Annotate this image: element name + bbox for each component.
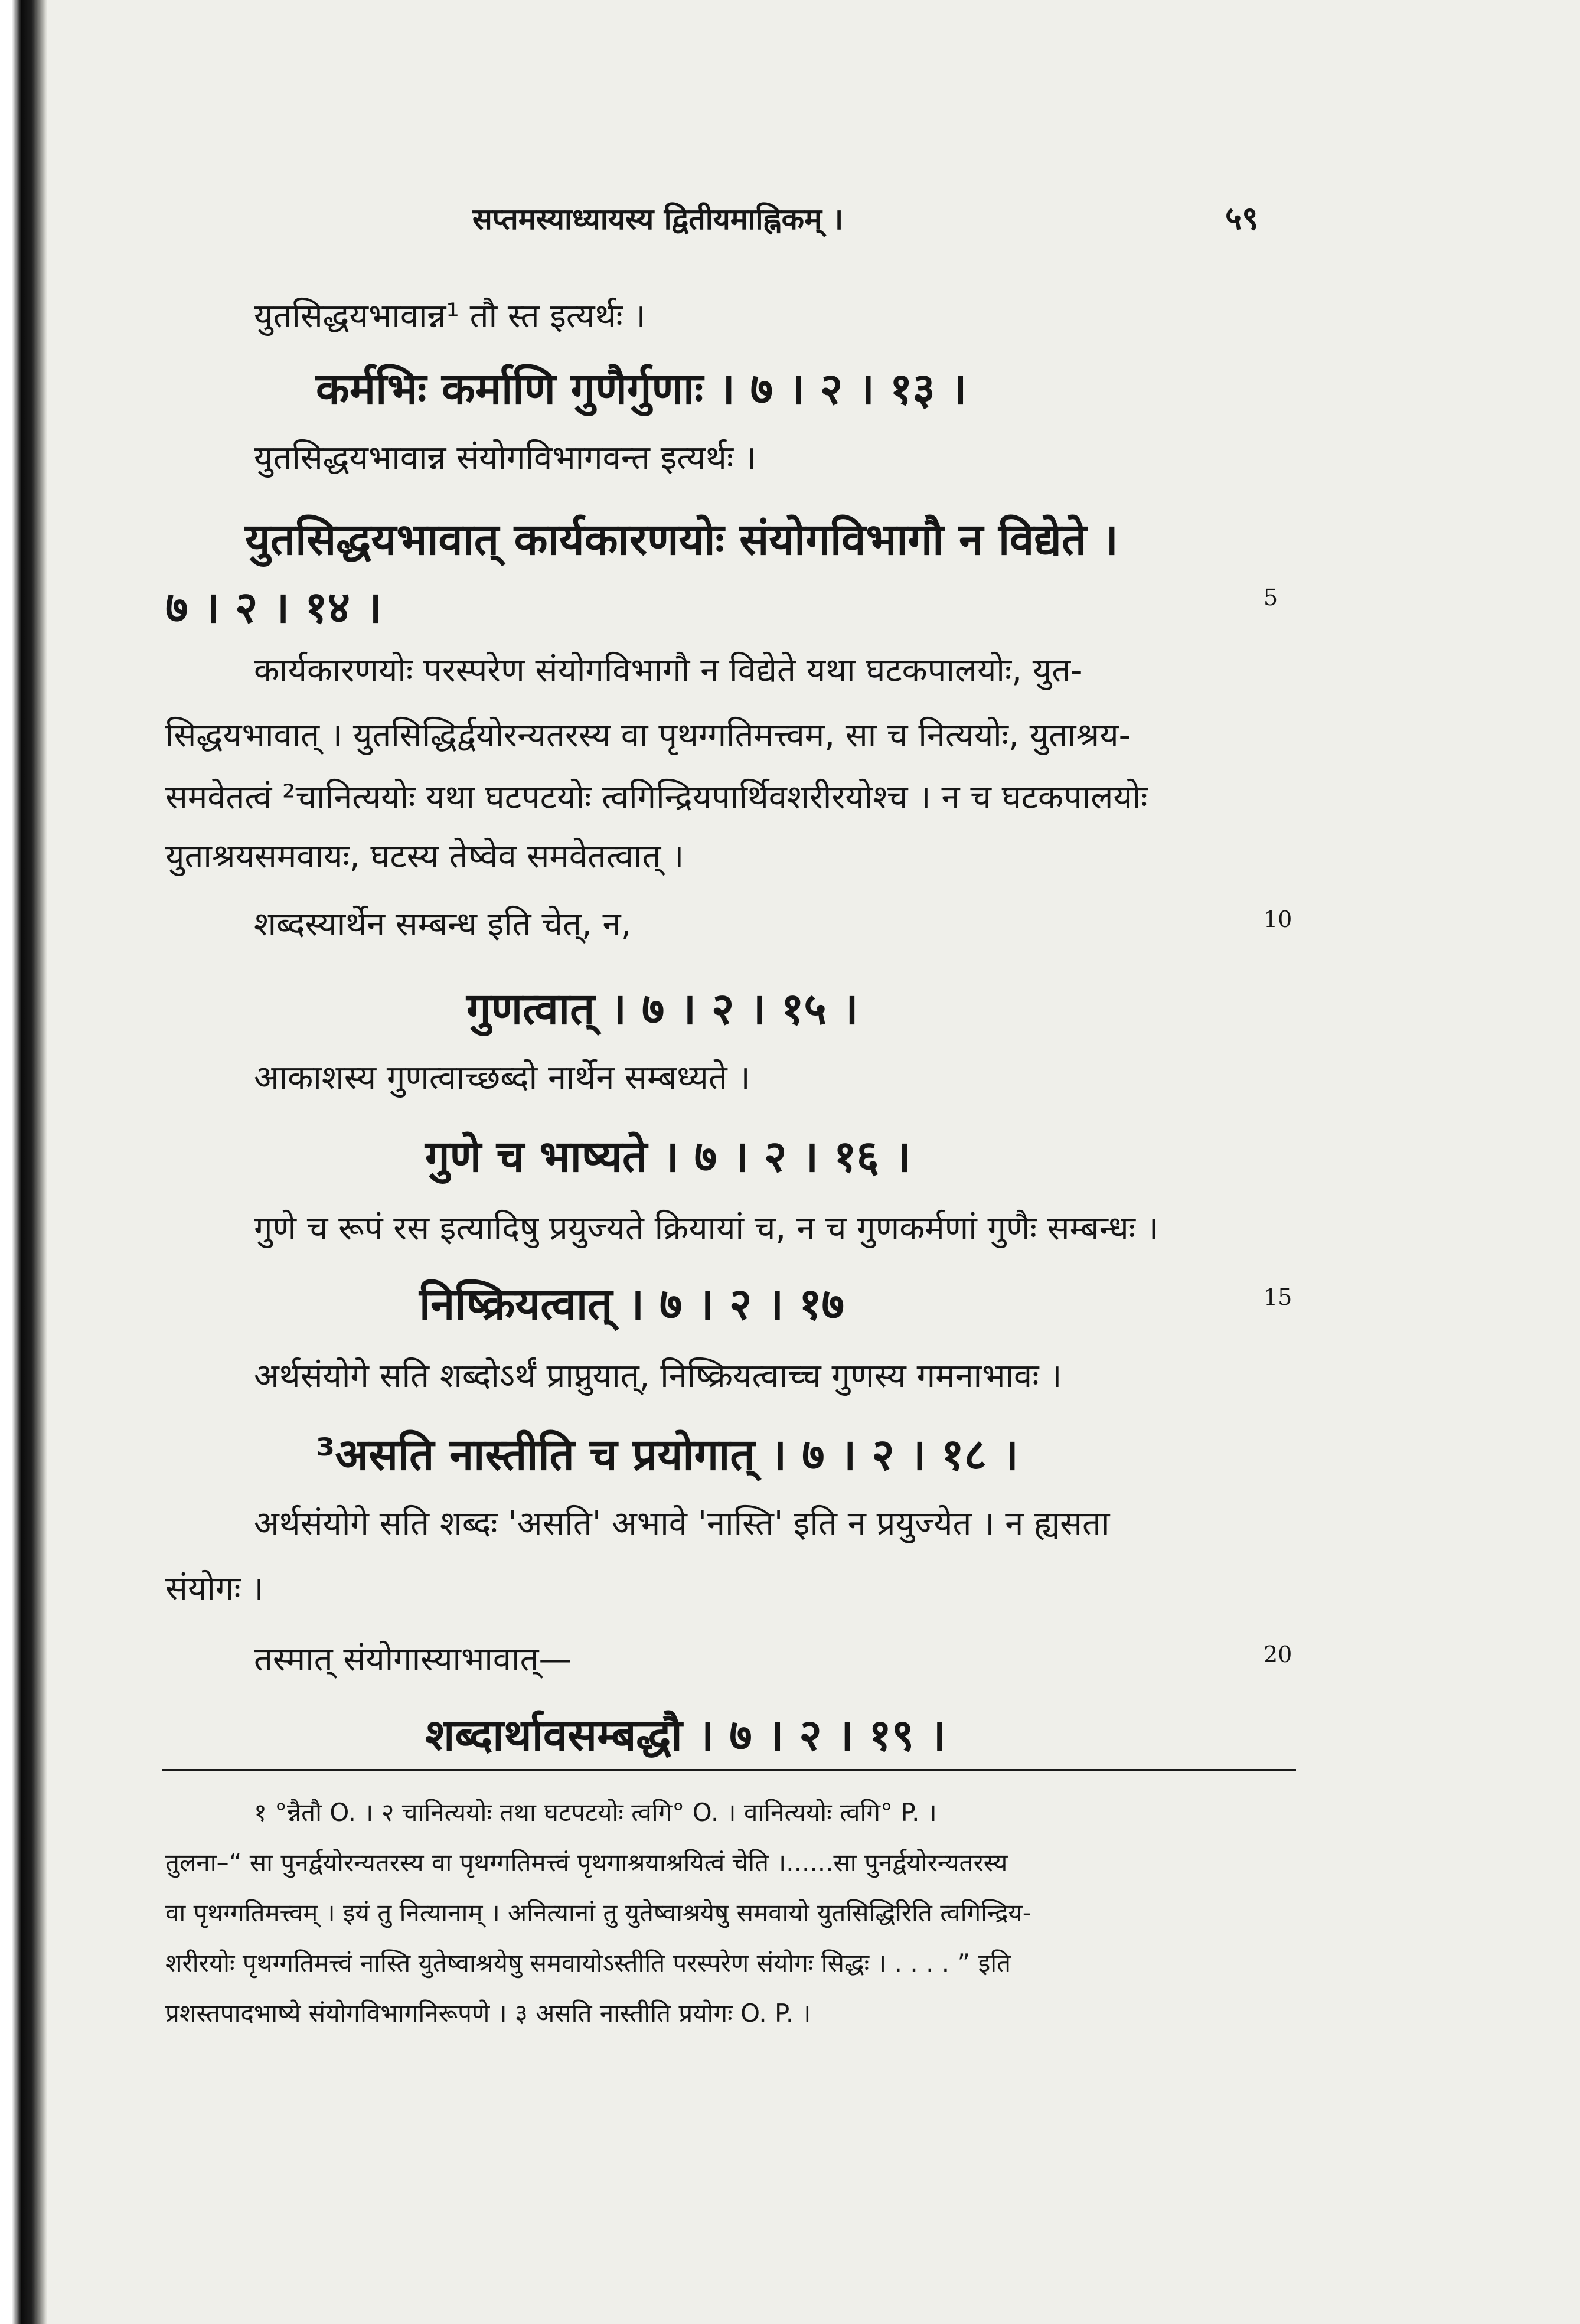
sutra-7-2-13: कर्मभिः कर्माणि गुणैर्गुणाः । ७ । २ । १३ । <box>316 364 967 414</box>
line-number: 10 <box>1264 906 1292 932</box>
sutra-7-2-18: ³असति नास्तीति च प्रयोगात् । ७ । २ । १८ । <box>316 1429 1018 1480</box>
sutra-7-2-14: युतसिद्धयभावात् कार्यकारणयोः संयोगविभागौ न विद्येते । <box>245 514 1118 565</box>
page-number: ५९ <box>1225 200 1259 237</box>
commentary-line: युताश्रयसमवायः, घटस्य तेष्वेव समवेतत्वात् । <box>165 837 684 876</box>
footnote-divider <box>162 1769 1296 1771</box>
commentary-line: सिद्धयभावात् । युतसिद्धिर्द्वयोरन्यतरस्य वा पृथग्गतिमत्त्वम, सा च नित्ययोः, युताश्रय- <box>165 716 1131 755</box>
commentary-line: कार्यकारणयोः परस्परेण संयोगविभागौ न विद्येते यथा घटकपालयोः, युत- <box>254 651 1083 690</box>
book-binding-edge <box>0 0 47 2324</box>
sutra-7-2-16: गुणे च भाष्यते । ७ । २ । १६ । <box>425 1131 911 1182</box>
sutra-7-2-15: गुणत्वात् । ७ । २ । १५ । <box>466 984 858 1034</box>
line-number: 15 <box>1264 1284 1292 1310</box>
commentary-line: संयोगः । <box>165 1569 264 1608</box>
running-header: सप्तमस्याध्यायस्य द्वितीयमाह्निकम् । <box>472 202 844 236</box>
footnote-line: तुलना–“ सा पुनर्द्वयोरन्यतरस्य वा पृथग्गतिमत्त्वं पृथगाश्रयाश्रयित्वं चेति ।......सा पुनर्द्वयोरन्यतरस्य <box>165 1848 1008 1877</box>
footnote-line: वा पृथग्गतिमत्त्वम् । इयं तु नित्यानाम् । अनित्यानां तु युतेष्वाश्रयेषु समवायो युतसिद्धिरिति त्वगिन्द्रिय- <box>165 1898 1031 1927</box>
footnote-line: प्रशस्तपादभाष्ये संयोगविभागनिरूपणे । ३ असति नास्तीति प्रयोगः O. P. । <box>165 1999 811 2028</box>
line-number: 5 <box>1264 585 1278 611</box>
commentary-line: गुणे च रूपं रस इत्यादिषु प्रयुज्यते क्रियायां च, न च गुणकर्मणां गुणैः सम्बन्धः । <box>254 1209 1159 1248</box>
commentary-line: आकाशस्य गुणत्वाच्छब्दो नार्थेन सम्बध्यते । <box>254 1059 750 1097</box>
commentary-line: अर्थसंयोगे सति शब्दः 'असति' अभावे 'नास्ति' इति न प्रयुज्येत । न ह्यसता <box>254 1504 1110 1543</box>
sutra-7-2-19: शब्दार्थावसम्बद्धौ । ७ । २ । १९ । <box>425 1710 946 1761</box>
sutra-7-2-17: निष्क्रियत्वात् । ७ । २ । १७ <box>419 1279 844 1330</box>
commentary-line: समवेतत्वं ²चानित्ययोः यथा घटपटयोः त्वगिन्द्रियपार्थिवशरीरयोश्च । न च घटकपालयोः <box>165 778 1148 817</box>
footnote-line: १ °न्नैतौ O. । २ चानित्ययोः तथा घटपटयोः त्वगि° O. । वानित्ययोः त्वगि° P. । <box>254 1798 937 1827</box>
footnote-line: शरीरयोः पृथग्गतिमत्त्वं नास्ति युतेष्वाश्रयेषु समवायोऽस्तीति परस्परेण संयोगः सिद्धः । . . . . ” इति <box>165 1948 1011 1977</box>
commentary-line: शब्दस्यार्थेन सम्बन्ध इति चेत्, न, <box>254 905 632 944</box>
sutra-number: ७ । २ । १४ । <box>165 582 382 633</box>
line-number: 20 <box>1264 1641 1292 1667</box>
commentary-line: तस्मात् संयोगास्याभावात्— <box>254 1640 572 1679</box>
commentary-line: अर्थसंयोगे सति शब्दोऽर्थं प्राप्नुयात्, निष्क्रियत्वाच्च गुणस्य गमनाभावः । <box>254 1357 1062 1395</box>
commentary-line: युतसिद्धयभावान्न¹ तौ स्त इत्यर्थः । <box>254 297 646 335</box>
commentary-line: युतसिद्धयभावान्न संयोगविभागवन्त इत्यर्थः । <box>254 439 757 477</box>
